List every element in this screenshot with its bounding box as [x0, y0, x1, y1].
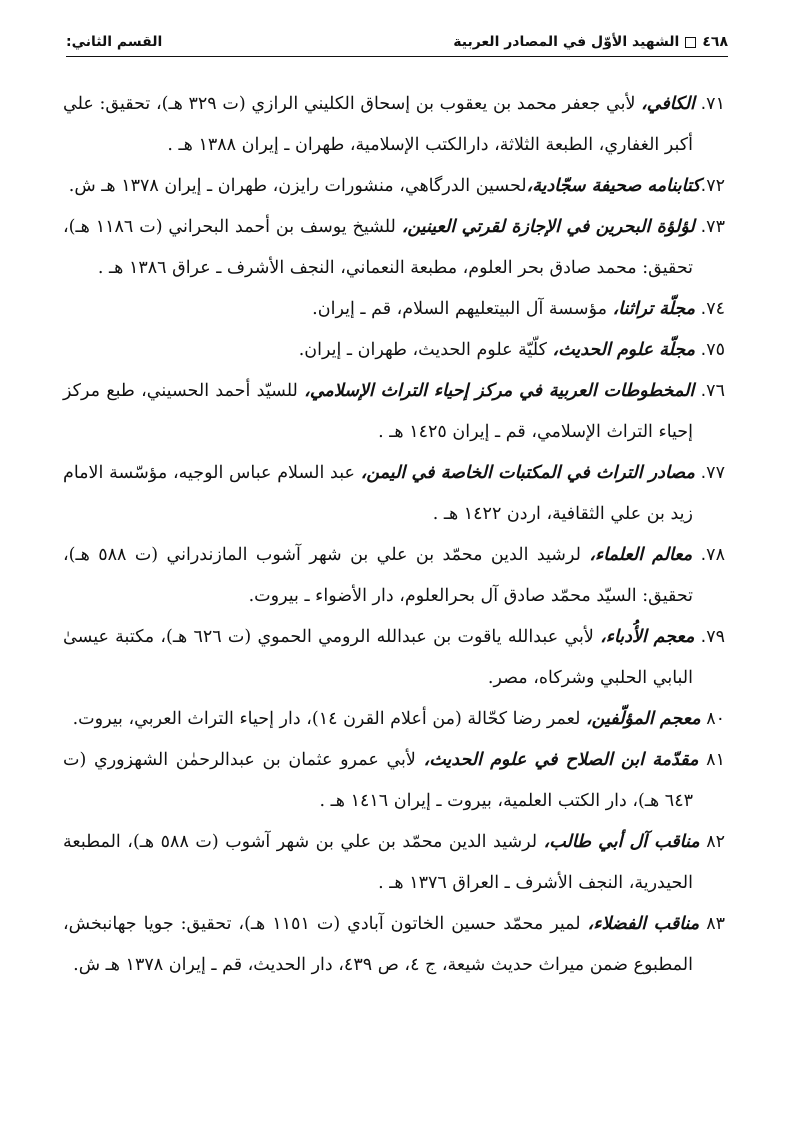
entry-text: لأبي عبدالله ياقوت بن عبدالله الرومي الحموي (ت ٦٢٦ هـ)، مكتبة عيسىٰ البابي الحلبي وشركاه، مصر.: [63, 627, 693, 688]
page-number: ٤٦٨: [702, 34, 728, 50]
bibliography-entry: [63, 740, 725, 822]
entry-number: ٨٣: [706, 914, 725, 934]
entry-number: ٧٦.: [700, 381, 725, 401]
entry-text: عبد السلام عباس الوجيه، مؤسّسة الامام زيد بن علي الثقافية، اردن ١٤٢٢ هـ .: [63, 463, 693, 524]
entry-title: مقدّمة ابن الصلاح في علوم الحديث،: [423, 750, 699, 770]
bibliography-entry: [63, 207, 725, 289]
entry-text: لأبي عمرو عثمان بن عبدالرحمٰن الشهزوري (ت ٦٤٣ هـ)، دار الكتب العلمية، بيروت ـ إيران ١٤١٦ هـ .: [63, 750, 693, 811]
bibliography-entry: [63, 453, 725, 535]
entry-number: ٧٤.: [700, 299, 725, 319]
entry-title: المخطوطات العربية في مركز إحياء التراث الإسلامي،: [304, 381, 695, 401]
entry-title: معالم العلماء،: [589, 545, 693, 565]
entry-title: مناقب آل أبي طالب،: [543, 832, 700, 852]
bibliography-entry: [63, 330, 725, 371]
entry-text: كلّيّة علوم الحديث، طهران ـ إيران.: [298, 340, 553, 360]
entry-text: للسيّد أحمد الحسيني، طبع مركز إحياء التراث الإسلامي، قم ـ إيران ١٤٢٥ هـ .: [63, 381, 693, 442]
bibliography-entry: [63, 289, 725, 330]
bibliography-entry: [63, 822, 725, 904]
entry-title: الكافي،: [641, 94, 695, 114]
bibliography-entry: [63, 371, 725, 453]
bibliography-entry: [63, 166, 725, 207]
entry-title: مجلّة تراثنا،: [612, 299, 696, 319]
book-title: الشهيد الأوّل في المصادر العربية: [453, 34, 680, 50]
entry-text: لمير محمّد حسين الخاتون آبادي (ت ١١٥١ هـ)، تحقيق: جويا جهانبخش، المطبوع ضمن ميراث حديث شيعة، ج ٤، ص ٤٣٩، دار الحديث، قم ـ إيران ١٣٧٨ هـ ش.: [63, 914, 693, 975]
bibliography-entry: [63, 904, 725, 986]
entry-number: ٧٧.: [700, 463, 725, 483]
entry-number: ٧٢.: [700, 176, 725, 196]
entry-number: ٨٢: [706, 832, 726, 852]
entry-text: للشيخ يوسف بن أحمد البحراني (ت ١١٨٦ هـ)، تحقيق: محمد صادق بحر العلوم، مطبعة النعماني، النجف الأشرف ـ عراق ١٣٨٦ هـ .: [63, 217, 693, 278]
entry-title: لؤلؤة البحرين في الإجازة لقرتي العينين،: [401, 217, 695, 237]
entry-text: مؤسسة آل البيتعليهم السلام، قم ـ إيران.: [312, 299, 613, 319]
entry-text: لعمر رضا كحّالة (من أعلام القرن ١٤)، دار إحياء التراث العربي، بيروت.: [72, 709, 586, 729]
entry-number: ٧٨.: [700, 545, 725, 565]
bibliography-entry: [63, 84, 725, 166]
entry-text: لرشيد الدين محمّد بن علي بن شهر آشوب (ت ٥٨٨ هـ)، المطبعة الحيدرية، النجف الأشرف ـ العراق ١٣٧٦ هـ .: [63, 832, 693, 893]
entry-title: معجم الأُدباء،: [600, 627, 695, 647]
entry-text: لأبي جعفر محمد بن يعقوب بن إسحاق الكليني الرازي (ت ٣٢٩ هـ)، تحقيق: علي أكبر الغفاري، الطبعة الثلاثة، دارالكتب الإسلامية، طهران ـ إيران ١٣٨٨ هـ .: [63, 94, 693, 155]
entry-text: لحسين الدرگاهي، منشورات رايزن، طهران ـ إيران ١٣٧٨ هـ ش.: [68, 176, 527, 196]
entry-number: ٨١: [706, 750, 725, 770]
bibliography-entry: [63, 699, 725, 740]
bibliography-list: [63, 84, 725, 986]
entry-number: ٨٠: [706, 709, 725, 729]
entry-number: ٧٣.: [700, 217, 725, 237]
entry-number: ٧٩.: [700, 627, 725, 647]
entry-text: لرشيد الدين محمّد بن علي بن شهر آشوب المازندراني (ت ٥٨٨ هـ)، تحقيق: السيّد محمّد صادق آل بحرالعلوم، دار الأضواء ـ بيروت.: [63, 545, 693, 606]
running-header: [66, 30, 728, 57]
section-title: القسم الثاني:: [66, 34, 163, 50]
square-ornament-icon: [685, 37, 696, 48]
bibliography-entry: [63, 535, 725, 617]
header-right: [453, 34, 728, 50]
entry-title: مجلّة علوم الحديث،: [552, 340, 696, 360]
entry-title: كتابنامه صحيفة سجّادية،: [526, 176, 701, 196]
entry-title: مناقب الفضلاء،: [587, 914, 700, 934]
entry-number: ٧١.: [700, 94, 725, 114]
entry-title: معجم المؤلّفين،: [585, 709, 701, 729]
entry-number: ٧٥.: [700, 340, 725, 360]
bibliography-entry: [63, 617, 725, 699]
entry-title: مصادر التراث في المكتبات الخاصة في اليمن،: [360, 463, 695, 483]
